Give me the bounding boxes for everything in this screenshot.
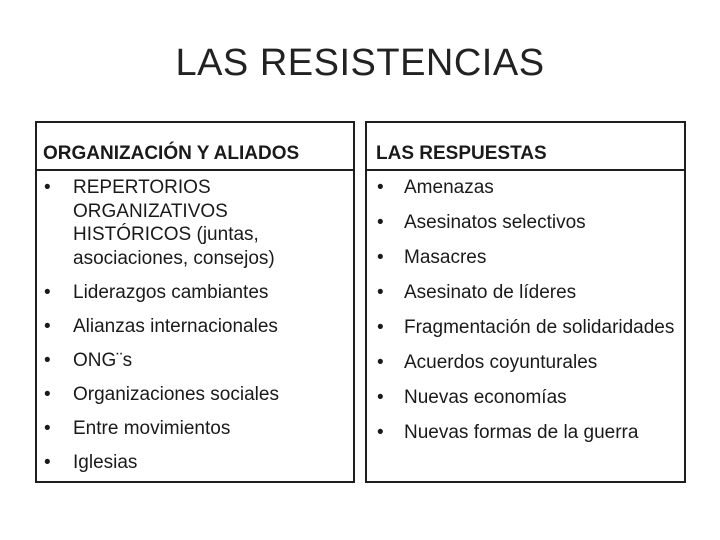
list-item (367, 211, 684, 234)
organization-allies-list (37, 171, 353, 474)
bullet-icon: • (44, 451, 51, 473)
list-item-text: Acuerdos coyunturales (404, 352, 598, 373)
list-item-text: Iglesias (73, 451, 138, 473)
list-item (37, 176, 353, 270)
bullet-icon: • (377, 352, 384, 373)
bullet-icon: • (44, 177, 51, 198)
bullet-icon: • (377, 282, 384, 303)
bullet-icon: • (44, 417, 51, 439)
list-item (37, 315, 353, 339)
responses-header: LAS RESPUESTAS (367, 123, 684, 171)
list-item (367, 316, 684, 339)
bullet-icon: • (44, 315, 51, 337)
list-item-text: Asesinato de líderes (404, 282, 577, 303)
bullet-icon: • (377, 247, 384, 268)
bullet-icon: • (44, 281, 51, 303)
organization-allies-panel (35, 121, 355, 483)
bullet-icon: • (377, 387, 384, 408)
list-item (367, 246, 684, 269)
list-item-text: Liderazgos cambiantes (73, 281, 269, 303)
list-item (367, 421, 684, 444)
list-item-text: Alianzas internacionales (73, 315, 278, 337)
slide-title: LAS RESISTENCIAS (175, 42, 545, 84)
list-item (37, 383, 353, 407)
list-item (37, 281, 353, 305)
list-item-text: Nuevas formas de la guerra (404, 422, 639, 443)
responses-list (367, 171, 684, 444)
list-item (367, 386, 684, 409)
list-item-text: REPERTORIOS ORGANIZATIVOS HISTÓRICOS (juntas, asociaciones, consejos) (73, 177, 275, 269)
bullet-icon: • (377, 317, 384, 338)
bullet-icon: • (44, 383, 51, 405)
bullet-icon: • (377, 422, 384, 443)
list-item (367, 176, 684, 199)
list-item (367, 351, 684, 374)
bullet-icon: • (377, 212, 384, 233)
list-item-text: Amenazas (404, 177, 494, 198)
list-item-text: Entre movimientos (73, 417, 231, 439)
list-item-text: ONG¨s (73, 349, 133, 371)
list-item (37, 349, 353, 373)
list-item-text: Nuevas economías (404, 387, 567, 408)
list-item-text: Organizaciones sociales (73, 383, 279, 405)
list-item-text: Fragmentación de solidaridades (404, 317, 675, 338)
list-item (367, 281, 684, 304)
bullet-icon: • (377, 177, 384, 198)
list-item (37, 417, 353, 441)
bullet-icon: • (44, 349, 51, 371)
list-item-text: Masacres (404, 247, 487, 268)
list-item (37, 451, 353, 475)
responses-panel (365, 121, 686, 483)
list-item-text: Asesinatos selectivos (404, 212, 586, 233)
organization-allies-header: ORGANIZACIÓN Y ALIADOS (37, 123, 353, 171)
